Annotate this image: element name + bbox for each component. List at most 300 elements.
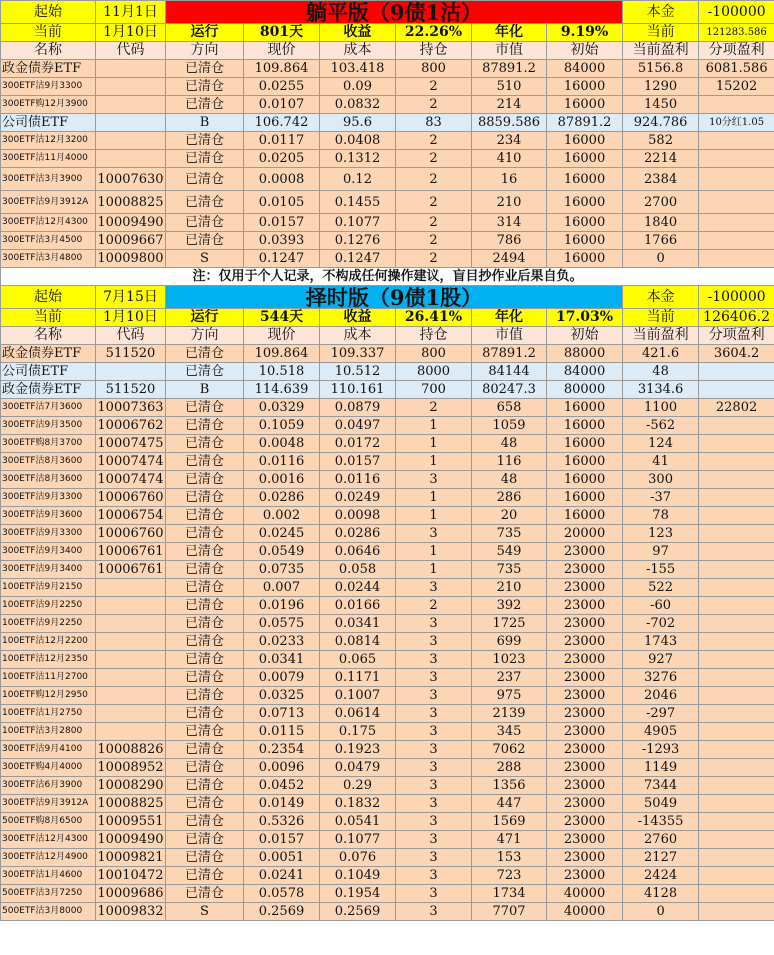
position-cell: 700 (396, 381, 472, 399)
current-pnl-cell: 124 (623, 435, 699, 453)
name-cell: 300ETF沽3月3900 (1, 168, 96, 191)
table-row (1, 615, 774, 633)
sub-pnl-cell (699, 214, 774, 232)
position-cell: 2 (396, 250, 472, 268)
name-cell: 300ETF沽9月3300 (1, 525, 96, 543)
code-cell: 10010472 (97, 868, 164, 883)
direction-cell: 已清仓 (166, 705, 244, 723)
sub-pnl-cell (699, 777, 774, 795)
column-header: 持仓 (396, 42, 472, 60)
position-cell: 3 (396, 579, 472, 597)
start-date: 7月15日 (96, 286, 166, 309)
name-cell: 300ETF沽9月3400 (1, 561, 96, 579)
name-cell: 100ETF沽12月2200 (1, 633, 96, 651)
direction-cell: 已清仓 (166, 687, 244, 705)
initial-cell: 88000 (547, 345, 623, 363)
now-label: 当前 (1, 24, 96, 42)
price-cell: 0.0117 (244, 132, 320, 150)
run-label: 运行 (166, 24, 244, 42)
table-row (1, 363, 774, 381)
current-pnl-cell: 78 (623, 507, 699, 525)
initial-cell: 23000 (547, 543, 623, 561)
code-cell: 10008290 (97, 778, 164, 793)
price-cell: 0.0149 (244, 795, 320, 813)
name-cell: 100ETF沽1月2750 (1, 705, 96, 723)
initial-cell: 16000 (547, 214, 623, 232)
market-value-cell: 153 (472, 849, 547, 867)
name-cell: 300ETF沽9月3300 (1, 489, 96, 507)
code-cell: 10008825 (97, 796, 164, 811)
position-cell: 2 (396, 191, 472, 214)
name-cell: 300ETF沽3月4800 (1, 250, 96, 268)
name-cell: 300ETF沽9月3912A (1, 191, 96, 214)
code-cell (96, 651, 166, 669)
price-cell: 0.0341 (244, 651, 320, 669)
price-cell: 0.0549 (244, 543, 320, 561)
table-row (1, 96, 774, 114)
table-row (1, 114, 774, 132)
position-cell: 1 (396, 489, 472, 507)
position-cell: 2 (396, 399, 472, 417)
sub-pnl-cell (699, 849, 774, 867)
current-pnl-cell: 2214 (623, 150, 699, 168)
table-row (1, 507, 774, 525)
current-pnl-cell: 3276 (623, 669, 699, 687)
table-row (1, 78, 774, 96)
name-cell: 300ETF沽9月3600 (1, 507, 96, 525)
column-header: 成本 (320, 42, 396, 60)
direction-cell: S (166, 250, 244, 268)
name-cell: 公司债ETF (1, 114, 96, 132)
code-cell (96, 78, 166, 96)
position-cell: 2 (396, 597, 472, 615)
current-pnl-cell: 582 (623, 132, 699, 150)
cost-cell: 10.512 (320, 363, 396, 381)
initial-cell: 16000 (547, 471, 623, 489)
cost-cell: 0.0497 (320, 417, 396, 435)
column-header: 初始 (547, 327, 623, 345)
column-header: 代码 (96, 327, 166, 345)
price-cell: 0.0107 (244, 96, 320, 114)
code-cell (96, 723, 166, 741)
current-pnl-cell: 7344 (623, 777, 699, 795)
price-cell: 0.2569 (244, 903, 320, 921)
initial-cell: 16000 (547, 507, 623, 525)
table-row (1, 579, 774, 597)
section1-summary-row (1, 24, 774, 42)
price-cell: 0.002 (244, 507, 320, 525)
current-pnl-cell: -297 (623, 705, 699, 723)
current-pnl-cell: 1450 (623, 96, 699, 114)
current-pnl-cell: 1149 (623, 759, 699, 777)
market-value-cell: 549 (472, 543, 547, 561)
direction-cell: 已清仓 (166, 831, 244, 849)
sub-pnl-cell (699, 489, 774, 507)
direction-cell: B (166, 114, 244, 132)
code-cell (96, 96, 166, 114)
direction-cell: 已清仓 (166, 132, 244, 150)
price-cell: 0.0735 (244, 561, 320, 579)
price-cell: 109.864 (244, 60, 320, 78)
capital-value: -100000 (699, 286, 774, 309)
sub-pnl-cell: 10分红1.05 (699, 114, 774, 132)
price-cell: 0.0008 (244, 168, 320, 191)
code-cell: 10006761 (97, 544, 164, 559)
cost-cell: 0.0341 (320, 615, 396, 633)
table-row (1, 651, 774, 669)
table-row (1, 759, 774, 777)
price-cell: 106.742 (244, 114, 320, 132)
market-value-cell: 471 (472, 831, 547, 849)
sub-pnl-cell (699, 96, 774, 114)
market-value-cell: 2494 (472, 250, 547, 268)
direction-cell: 已清仓 (166, 168, 244, 191)
direction-cell: 已清仓 (166, 489, 244, 507)
cost-cell: 0.1077 (320, 831, 396, 849)
direction-cell: 已清仓 (166, 60, 244, 78)
cost-cell: 0.1247 (320, 250, 396, 268)
market-value-cell: 48 (472, 435, 547, 453)
market-value-cell: 210 (472, 579, 547, 597)
current-pnl-cell: 300 (623, 471, 699, 489)
initial-cell: 16000 (547, 250, 623, 268)
price-cell: 0.0255 (244, 78, 320, 96)
position-cell: 3 (396, 777, 472, 795)
return-value: 22.26% (396, 24, 472, 42)
sub-pnl-cell: 15202 (699, 78, 774, 96)
code-cell (96, 687, 166, 705)
price-cell: 0.0048 (244, 435, 320, 453)
position-cell: 2 (396, 168, 472, 191)
column-header: 当前盈利 (623, 42, 699, 60)
name-cell: 政金债券ETF (1, 60, 96, 78)
code-cell: 10009551 (97, 814, 164, 829)
cost-cell: 0.0832 (320, 96, 396, 114)
initial-cell: 23000 (547, 723, 623, 741)
table-row (1, 232, 774, 250)
initial-cell: 23000 (547, 597, 623, 615)
cost-cell: 0.0408 (320, 132, 396, 150)
market-value-cell: 392 (472, 597, 547, 615)
price-cell: 0.0196 (244, 597, 320, 615)
sub-pnl-cell (699, 132, 774, 150)
sub-pnl-cell (699, 232, 774, 250)
code-cell: 10006754 (97, 508, 164, 523)
current-pnl-cell: -60 (623, 597, 699, 615)
code-cell: 10009832 (97, 904, 164, 919)
table-row (1, 849, 774, 867)
table-row (1, 435, 774, 453)
position-cell: 3 (396, 633, 472, 651)
name-cell: 300ETF沽12月4300 (1, 831, 96, 849)
sub-pnl-cell (699, 579, 774, 597)
market-value-cell: 87891.2 (472, 60, 547, 78)
cost-cell: 0.1832 (320, 795, 396, 813)
position-cell: 800 (396, 345, 472, 363)
position-cell: 83 (396, 114, 472, 132)
current-pnl-cell: -37 (623, 489, 699, 507)
initial-cell: 23000 (547, 741, 623, 759)
table-row (1, 345, 774, 363)
position-cell: 2 (396, 214, 472, 232)
current-pnl-cell: 1766 (623, 232, 699, 250)
market-value-cell: 87891.2 (472, 345, 547, 363)
direction-cell: 已清仓 (166, 417, 244, 435)
current-pnl-cell: 5049 (623, 795, 699, 813)
direction-cell: 已清仓 (166, 651, 244, 669)
table-row (1, 168, 774, 191)
sub-pnl-cell (699, 885, 774, 903)
now-label-2: 当前 (623, 309, 699, 327)
cost-cell: 0.0646 (320, 543, 396, 561)
section2-title-row (1, 286, 774, 309)
position-cell: 1 (396, 453, 472, 471)
initial-cell: 40000 (547, 885, 623, 903)
table-row (1, 741, 774, 759)
sub-pnl-cell: 6081.586 (699, 60, 774, 78)
column-header: 名称 (1, 327, 96, 345)
now-value: 126406.2 (699, 309, 774, 327)
price-cell: 0.0329 (244, 399, 320, 417)
current-pnl-cell: 1743 (623, 633, 699, 651)
name-cell: 100ETF沽9月2150 (1, 579, 96, 597)
current-pnl-cell: 2700 (623, 191, 699, 214)
direction-cell: 已清仓 (166, 723, 244, 741)
cost-cell: 0.09 (320, 78, 396, 96)
code-cell (96, 633, 166, 651)
column-header: 分项盈利 (699, 42, 774, 60)
table-row (1, 543, 774, 561)
cost-cell: 0.1954 (320, 885, 396, 903)
initial-cell: 16000 (547, 399, 623, 417)
table-row (1, 381, 774, 399)
sub-pnl-cell (699, 687, 774, 705)
code-cell (96, 60, 166, 78)
name-cell: 300ETF沽8月3600 (1, 453, 96, 471)
current-pnl-cell: 522 (623, 579, 699, 597)
current-pnl-cell: 1290 (623, 78, 699, 96)
table-row (1, 417, 774, 435)
initial-cell: 16000 (547, 191, 623, 214)
table-row (1, 214, 774, 232)
market-value-cell: 210 (472, 191, 547, 214)
initial-cell: 23000 (547, 795, 623, 813)
initial-cell: 16000 (547, 150, 623, 168)
name-cell: 300ETF沽11月4000 (1, 150, 96, 168)
current-pnl-cell: 4128 (623, 885, 699, 903)
column-header: 代码 (96, 42, 166, 60)
market-value-cell: 1569 (472, 813, 547, 831)
section2-title: 择时版（9债1股） (166, 286, 623, 309)
direction-cell: 已清仓 (166, 795, 244, 813)
code-cell: 10009686 (97, 886, 164, 901)
current-pnl-cell: -1293 (623, 741, 699, 759)
column-header: 持仓 (396, 327, 472, 345)
code-cell: 10009490 (97, 215, 164, 230)
cost-cell: 0.1923 (320, 741, 396, 759)
initial-cell: 16000 (547, 168, 623, 191)
name-cell: 100ETF沽3月2800 (1, 723, 96, 741)
market-value-cell: 16 (472, 168, 547, 191)
cost-cell: 0.065 (320, 651, 396, 669)
sub-pnl-cell (699, 615, 774, 633)
cost-cell: 0.0116 (320, 471, 396, 489)
market-value-cell: 658 (472, 399, 547, 417)
current-pnl-cell: 2760 (623, 831, 699, 849)
price-cell: 0.0241 (244, 867, 320, 885)
direction-cell: 已清仓 (166, 741, 244, 759)
initial-cell: 84000 (547, 363, 623, 381)
current-pnl-cell: 1840 (623, 214, 699, 232)
current-pnl-cell: 0 (623, 250, 699, 268)
name-cell: 公司债ETF (1, 363, 96, 381)
code-cell: 10009821 (97, 850, 164, 865)
direction-cell: 已清仓 (166, 96, 244, 114)
price-cell: 0.0233 (244, 633, 320, 651)
market-value-cell: 7707 (472, 903, 547, 921)
name-cell: 100ETF沽9月2250 (1, 615, 96, 633)
position-cell: 1 (396, 417, 472, 435)
market-value-cell: 8859.586 (472, 114, 547, 132)
cost-cell: 0.175 (320, 723, 396, 741)
table-row (1, 453, 774, 471)
code-cell: 511520 (96, 345, 166, 363)
sub-pnl-cell: 22802 (699, 399, 774, 417)
cost-cell: 0.0166 (320, 597, 396, 615)
market-value-cell: 84144 (472, 363, 547, 381)
position-cell: 2 (396, 78, 472, 96)
section1-rows (1, 60, 774, 268)
annual-value: 9.19% (547, 24, 623, 42)
initial-cell: 16000 (547, 453, 623, 471)
sub-pnl-cell (699, 705, 774, 723)
capital-value: -100000 (699, 1, 774, 24)
return-value: 26.41% (396, 309, 472, 327)
code-cell: 10007630 (96, 168, 166, 191)
now-date: 1月10日 (96, 24, 166, 42)
market-value-cell: 723 (472, 867, 547, 885)
market-value-cell: 116 (472, 453, 547, 471)
cost-cell: 0.1171 (320, 669, 396, 687)
initial-cell: 23000 (547, 759, 623, 777)
table-row (1, 777, 774, 795)
cost-cell: 0.0286 (320, 525, 396, 543)
direction-cell: 已清仓 (166, 633, 244, 651)
code-cell: 10006760 (97, 526, 164, 541)
initial-cell: 84000 (547, 60, 623, 78)
initial-cell: 23000 (547, 831, 623, 849)
cost-cell: 95.6 (320, 114, 396, 132)
code-cell: 10008826 (97, 742, 164, 757)
cost-cell: 0.1077 (320, 214, 396, 232)
cost-cell: 0.0814 (320, 633, 396, 651)
price-cell: 109.864 (244, 345, 320, 363)
initial-cell: 16000 (547, 232, 623, 250)
position-cell: 3 (396, 723, 472, 741)
table-row (1, 150, 774, 168)
cost-cell: 0.076 (320, 849, 396, 867)
table-row (1, 885, 774, 903)
market-value-cell: 510 (472, 78, 547, 96)
position-cell: 3 (396, 903, 472, 921)
sub-pnl-cell (699, 168, 774, 191)
market-value-cell: 1725 (472, 615, 547, 633)
table-row (1, 191, 774, 214)
section1-title: 躺平版（9债1沽） (166, 1, 623, 24)
sub-pnl-cell (699, 633, 774, 651)
now-label-2: 当前 (623, 24, 699, 42)
direction-cell: 已清仓 (166, 867, 244, 885)
annual-label: 年化 (472, 24, 547, 42)
name-cell: 300ETF购8月3700 (1, 435, 96, 453)
cost-cell: 0.0098 (320, 507, 396, 525)
sub-pnl-cell (699, 417, 774, 435)
price-cell: 0.1247 (244, 250, 320, 268)
position-cell: 8000 (396, 363, 472, 381)
sub-pnl-cell (699, 363, 774, 381)
start-label: 起始 (1, 286, 96, 309)
column-header: 名称 (1, 42, 96, 60)
column-header: 方向 (166, 42, 244, 60)
code-cell: 10009800 (97, 251, 164, 266)
table-row (1, 795, 774, 813)
cost-cell: 0.058 (320, 561, 396, 579)
code-cell (96, 597, 166, 615)
market-value-cell: 2139 (472, 705, 547, 723)
code-cell: 10009667 (97, 233, 164, 248)
initial-cell: 16000 (547, 435, 623, 453)
initial-cell: 40000 (547, 903, 623, 921)
table-row (1, 399, 774, 417)
direction-cell: 已清仓 (166, 78, 244, 96)
position-cell: 3 (396, 525, 472, 543)
price-cell: 0.0157 (244, 831, 320, 849)
market-value-cell: 80247.3 (472, 381, 547, 399)
now-date: 1月10日 (96, 309, 166, 327)
table-row (1, 132, 774, 150)
market-value-cell: 286 (472, 489, 547, 507)
name-cell: 300ETF沽6月3900 (1, 777, 96, 795)
price-cell: 0.0079 (244, 669, 320, 687)
price-cell: 0.0452 (244, 777, 320, 795)
name-cell: 300ETF沽1月4600 (1, 867, 96, 885)
direction-cell: 已清仓 (166, 543, 244, 561)
start-date: 11月1日 (96, 1, 166, 24)
direction-cell: 已清仓 (166, 453, 244, 471)
sub-pnl-cell (699, 759, 774, 777)
market-value-cell: 1734 (472, 885, 547, 903)
name-cell: 300ETF沽12月3200 (1, 132, 96, 150)
market-value-cell: 214 (472, 96, 547, 114)
code-cell (96, 150, 166, 168)
cost-cell: 0.1276 (320, 232, 396, 250)
table-row (1, 471, 774, 489)
name-cell: 500ETF购8月6500 (1, 813, 96, 831)
position-cell: 2 (396, 232, 472, 250)
market-value-cell: 1059 (472, 417, 547, 435)
current-pnl-cell: 41 (623, 453, 699, 471)
code-cell: 10009490 (97, 832, 164, 847)
price-cell: 114.639 (244, 381, 320, 399)
initial-cell: 23000 (547, 687, 623, 705)
cost-cell: 0.0172 (320, 435, 396, 453)
cost-cell: 0.1455 (320, 191, 396, 214)
name-cell: 100ETF购12月2950 (1, 687, 96, 705)
initial-cell: 23000 (547, 669, 623, 687)
name-cell: 300ETF购4月4000 (1, 759, 96, 777)
direction-cell: 已清仓 (166, 849, 244, 867)
capital-label: 本金 (623, 286, 699, 309)
